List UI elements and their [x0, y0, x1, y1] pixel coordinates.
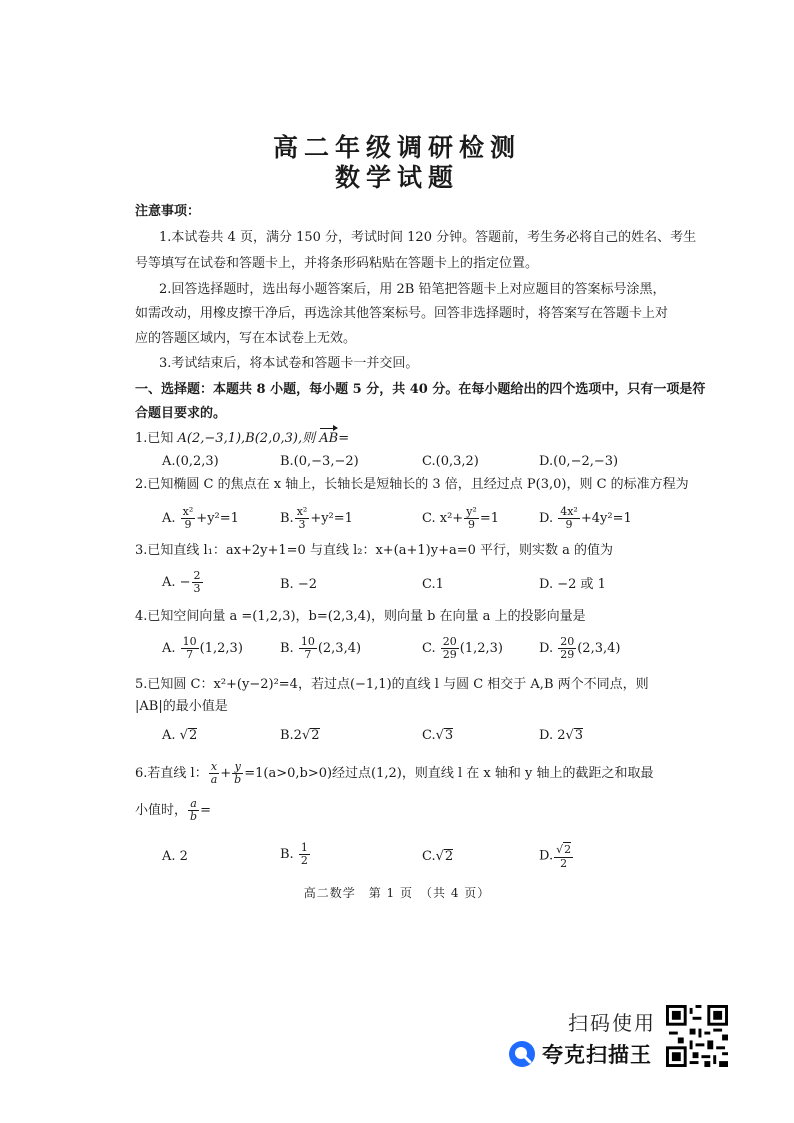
q2-a-label: A. [162, 511, 176, 526]
q4-c-rest: (1,2,3) [459, 641, 503, 656]
q4-option-d [539, 636, 620, 661]
section1-line1: 一、选择题：本题共 8 小题，每小题 5 分，共 40 分。在每小题给出的四个选项中，只有一项是符 [135, 382, 706, 397]
q1-stem-prefix: 1.已知 [135, 431, 178, 446]
q4-b-label: B. [280, 641, 294, 656]
q6-b-den: 2 [300, 854, 308, 867]
q4-d-num: 20 [560, 635, 575, 648]
q4-option-a [162, 636, 243, 661]
q6-d-den: 2 [560, 857, 568, 870]
q6-f1-num: x [209, 761, 220, 774]
q6-f2-num: y [232, 761, 243, 774]
q5-option-d: D. 2√3 [539, 728, 584, 743]
brand-name: 夸克扫描王 [542, 1043, 652, 1067]
q3-a-num: 2 [193, 569, 201, 582]
q6-option-c: C.√2 [422, 849, 454, 864]
q2-option-b [280, 506, 353, 531]
q1-option-a: A.(0,2,3) [162, 454, 219, 469]
notice-item2-line2: 如需改动，用橡皮擦干净后，再选涂其他答案标号。回答非选择题时，将答案写在答题卡上对 [135, 306, 669, 321]
q4-option-b [280, 636, 361, 661]
q5-a-radicand: 2 [188, 728, 198, 743]
q3-a-den: 3 [193, 582, 201, 595]
q6-option-d [539, 842, 574, 870]
q3-option-a [162, 570, 204, 595]
q4-d-rest: (2,3,4) [577, 641, 621, 656]
notice-item1-line2: 号等填写在试卷和答题卡上，并将条形码粘贴在答题卡上的指定位置。 [135, 256, 539, 271]
q3-option-b: B. −2 [280, 577, 317, 592]
q6-d-num: √2 [556, 843, 572, 856]
q2-option-d [539, 506, 632, 531]
scan-label: 扫码使用 [568, 1011, 656, 1035]
q3-a-fraction [192, 570, 203, 595]
q5-a-label: A. [162, 728, 176, 743]
q6-option-a: A. 2 [162, 849, 188, 864]
q6-option-b [280, 842, 311, 867]
q6-b-num: 1 [300, 841, 308, 854]
q5-option-a: A. √2 [162, 728, 198, 743]
q3-option-c: C.1 [422, 577, 444, 592]
q5-c-radicand: 3 [444, 728, 454, 743]
q2-b-rest: +y²=1 [310, 511, 353, 526]
page-title: 高二年级调研检测 [272, 133, 521, 162]
q2-a-den: 9 [184, 518, 192, 531]
q6-f1-den: a [210, 773, 218, 786]
q2-b-num: x² [296, 505, 308, 518]
q4-b-den: 7 [304, 648, 312, 661]
q1-stem [135, 430, 349, 448]
q5-stem-line1: 5.已知圆 C：x²+(y−2)²=4，若过点(−1,1)的直线 l 与圆 C 相交于 A,B 两个不同点，则 [135, 677, 649, 692]
q4-a-rest: (1,2,3) [199, 641, 243, 656]
q6-d-radicand: 2 [564, 843, 572, 856]
q1-stem-suffix: = [338, 431, 350, 446]
q6-b-fraction [299, 842, 310, 867]
q4-d-den: 29 [560, 648, 575, 661]
brand-logo [508, 1039, 652, 1069]
page-subtitle: 数学试题 [334, 163, 459, 192]
q4-c-den: 29 [442, 648, 457, 661]
q6-fraction-x-a [209, 761, 220, 786]
qr-code-icon[interactable] [666, 1005, 728, 1067]
q1-vector-ab: AB [319, 431, 339, 446]
q5-d-radicand: 3 [574, 728, 584, 743]
q4-c-num: 20 [442, 635, 457, 648]
q4-b-num: 10 [300, 635, 315, 648]
notice-item1-line1: 1.本试卷共 4 页，满分 150 分，考试时间 120 分钟。答题前，考生务必将自己的姓名、考生 [159, 230, 697, 245]
q3-option-d: D. −2 或 1 [539, 577, 606, 592]
notice-heading: 注意事项： [135, 204, 201, 219]
q5-option-c: C.√3 [422, 728, 454, 743]
q2-d-den: 9 [565, 518, 573, 531]
q2-c-fraction [464, 506, 479, 531]
q5-b-radicand: 2 [311, 728, 320, 743]
q6-f2-den: b [234, 773, 242, 786]
notice-item2-line3: 应的答题区域内，写在本试卷上无效。 [135, 331, 357, 346]
q4-stem: 4.已知空间向量 a =(1,2,3)，b=(2,3,4)，则向量 b 在向量 a 上的投影向量是 [135, 609, 586, 624]
q4-d-fraction [558, 636, 576, 661]
notice-item2-line1: 2.回答选择题时，选出每小题答案后，用 2B 铅笔把答题卡上对应题目的答案标号涂黑， [159, 282, 666, 297]
q6-stem-line1 [135, 761, 654, 786]
q6-b-label: B. [280, 847, 294, 862]
q6-f3-num: a [188, 798, 199, 811]
q2-c-num: y² [466, 505, 477, 518]
q2-b-label: B. [280, 511, 294, 526]
q2-c-pre: x²+ [439, 511, 464, 526]
q2-c-rest: =1 [479, 511, 499, 526]
q6-line2-suffix: = [200, 803, 211, 818]
q2-d-fraction [558, 506, 580, 531]
section1-line2: 合题目要求的。 [135, 406, 227, 421]
q2-a-rest: +y²=1 [196, 511, 239, 526]
q2-d-label: D. [539, 511, 554, 526]
q2-b-den: 3 [298, 518, 306, 531]
q2-d-num: 4x² [560, 505, 578, 518]
q1-stem-main: A(2,−3,1),B(2,0,3),则 [177, 431, 320, 446]
q6-fraction-a-b [188, 798, 199, 823]
q6-line2-prefix: 小值时， [135, 803, 188, 818]
q6-stem-line2 [135, 798, 211, 823]
q2-a-num: x² [182, 505, 194, 518]
q2-option-c [422, 506, 499, 531]
q4-a-fraction [181, 636, 199, 661]
q3-a-label: A. − [162, 575, 191, 590]
q4-b-fraction [299, 636, 317, 661]
q6-d-fraction [554, 842, 573, 870]
q2-b-fraction [295, 506, 310, 531]
quark-logo-icon [508, 1040, 536, 1068]
q5-option-b: B.2√2 [280, 728, 320, 743]
q2-option-a [162, 506, 239, 531]
q4-b-rest: (2,3,4) [317, 641, 362, 656]
q2-d-rest: +4y²=1 [580, 511, 632, 526]
q6-plus: + [220, 766, 232, 781]
q4-a-label: A. [162, 641, 176, 656]
q5-b-label: B.2 [280, 728, 302, 743]
q6-c-label: C. [422, 849, 436, 864]
q6-stem-mid: =1(a>0,b>0)经过点(1,2)，则直线 l 在 x 轴和 y 轴上的截距之和取最 [244, 766, 654, 781]
q6-fraction-y-b [232, 761, 243, 786]
notice-item3: 3.考试结束后，将本试卷和答题卡一并交回。 [159, 356, 419, 371]
q6-c-radicand: 2 [444, 849, 454, 864]
q4-c-fraction [441, 636, 459, 661]
q4-a-num: 10 [182, 635, 197, 648]
q5-c-label: C. [422, 728, 436, 743]
q6-f3-den: b [190, 810, 198, 823]
q1-option-d: D.(0,−2,−3) [539, 454, 619, 469]
q4-option-c [422, 636, 503, 661]
q2-a-fraction [181, 506, 196, 531]
q6-d-label: D. [539, 848, 554, 864]
q2-stem: 2.已知椭圆 C 的焦点在 x 轴上，长轴长是短轴长的 3 倍，且经过点 P(3,0)，则 C 的标准方程为 [135, 477, 689, 492]
q4-d-label: D. [539, 641, 554, 656]
q6-stem-prefix: 6.若直线 l： [135, 766, 208, 781]
q5-stem-line2: |AB|的最小值是 [135, 699, 228, 714]
page-footer: 高二数学 第 1 页 （共 4 页） [303, 886, 491, 900]
q2-c-label: C. [422, 511, 436, 526]
q1-option-b: B.(0,−3,−2) [280, 454, 359, 469]
q4-c-label: C. [422, 641, 436, 656]
q2-c-den: 9 [468, 518, 476, 531]
q4-a-den: 7 [186, 648, 194, 661]
q1-option-c: C.(0,3,2) [422, 454, 479, 469]
q3-stem: 3.已知直线 l₁：ax+2y+1=0 与直线 l₂：x+(a+1)y+a=0 平行，则实数 a 的值为 [135, 543, 614, 558]
q5-d-label: D. 2 [539, 728, 566, 743]
